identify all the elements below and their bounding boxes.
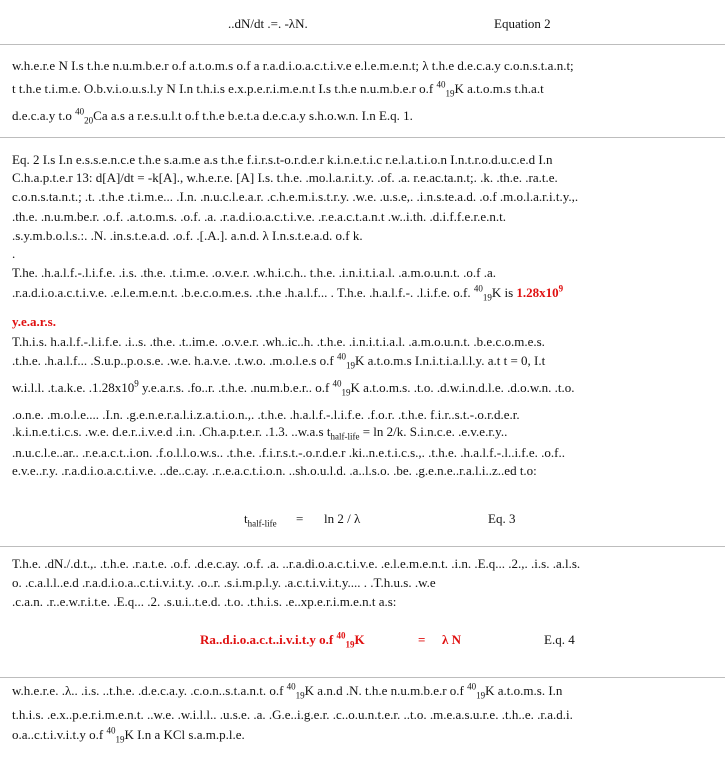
para2-line3: c.o.n.s.ta.n.t.; .t. .t.h.e .t.i.m.e... .I.n. .n.u.c.l.e.a.r. .c.h.e.m.i.s.t.r.y. .w.e. .u.s.e,. .i.n.s.te.a.d. .o.f .m.o.l.a.r.i.t.y.,. [12,189,579,204]
para3-line3: y.e.a.r.s. [12,314,56,329]
para5-line3: .c.a.n. .r..e.w.r.i.t.e. .E.q... .2. .s.u.i..t.e.d. .t.o. .t.h.i.s. .e..xp.e.r.i.m.e.n.t a.s: [12,594,397,609]
para1-line2: t t.h.e t.i.m.e. O.b.v.i.o.u.s.l.y N I.n t.h.i.s e.x.p.e.r.i.m.e.n.t I.s t.h.e n.u.m.b.e.r o.f $^{40}_{19}$K a.t.o.m.s t.h.a.t [12,79,544,99]
divider [0,546,725,547]
para3-line2: .r.a.d.i.o.a.c.t.i.v.e. .e.l.e.m.e.n.t. .b.e.c.o.m.e.s. .t.h.e .h.a.l.f... . T.h.e. .h.a.l.f.-. .l.i.f.e. o.f. $^{40}_{19}$K is $1.28x10^9$ [12,283,564,303]
equation-3-lhs: $t_{half-life}$ [244,511,277,529]
para6-line2: t.h.i.s. .e.x..p.e.r.i.m.e.n.t. ..w.e. .w.i.l.l.. .u.s.e. .a. .G.e..i.g.e.r. .c..o.u.n.t.e.r. ..t.o. .m.e.a.s.u.r.e. .t.h..e. .r.a.d.i. [12,707,573,722]
divider [0,677,725,678]
para2-line4: .th.e. .n.u.m.be.r. .o.f. .a.t.o.m.s. .o.f. .a. .r.a.d.i.o.a.c.t.i.v.e. .r.e.a.c.t.a.n.t .w..i.th. .d.i.f.f.e.r.e.n.t. [12,209,507,224]
divider [0,44,725,45]
equation-3-rhs: ln 2 / λ [324,511,361,526]
para4-line5: .k.i.n.e.t.i.c.s. .w.e. d.e.r..i.v.e.d .i.n. .Ch.a.p.t.e.r. .1.3. ..w.a.s $t_{half-life} = \ln 2/k$. S.i.n.c.e. .e.v.e.r.y.. [12,424,508,442]
equation-4-equals: = [418,632,426,647]
para4-line1: T.h.i.s. h.a.l.f.-.l.i.f.e. .i..s. .th.e. .t..im.e. .o.v.e.r. .wh..ic..h. .t.h.e. .i.n.i.t.i.a.l. .a.m.o.u.n.t. .b.e.c.o.m.e.s. [12,334,545,349]
para4-line6: .n.u.c.l.e..ar.. .r.e.a.c.t..i.on. .f.o.l.l.o.w.s.. .t.h.e. .f.i.r.s.t.-.o.r.d.e.r .ki..n.e.t.i.c.s.,. .t.h.e. .h.a.l.f.-.l..i.f.e. .o.f.. [12,445,565,460]
equation-2-label: Equation 2 [494,16,551,31]
para5-line2: o. .c.a.l.l..e.d .r.a.d.i.o.a..c.t.i.v.i.t.y. .o..r. .s.i.m.p.l.y. .a.c.t.i.v.i.t.y.... . .T.h.u.s. .w.e [12,575,436,590]
para4-line3: w.i.l.l. .t.a.k.e. $.1.28x10^9$ y.e.a.r.s. .fo..r. .t.h.e. .nu.m.b.e.r.. o.f $^{40}_{19}$K a.t.o.m.s. .t.o. .d.w.i.n.d.l.e. .d.o.w.n. .t.o. [12,378,575,398]
equation-4-lhs: Ra..d.i.o.a.c.t..i.v.i.t.y o.f $^{40}_{19}$K [200,630,365,650]
equation-3-equals: = [296,511,304,526]
equation-4-label: E.q. 4 [544,632,575,647]
para3-dot: . [12,246,16,261]
equation-2-formula: ..dN/dt .=. -λN. [228,16,308,31]
para4-line7: e.v.e..r.y. .r.a.d.i.o.a.c.t.i.v.e. ..de..c.ay. .r..e.a.c.t.i.o.n. ..sh.o.u.l.d. .a..l.s.o. .be. .g.e.n.e..r.a.l.i..z..ed t.o: [12,463,537,478]
para6-line1: w.h.e.r.e. .λ.. .i.s. ..t.h.e. .d.e.c.a.y. .c.o.n..s.t.a.n.t. o.f $^{40}_{19}$K a.n.d .N. t.h.e n.u.m.b.e.r o.f $^{40}_{19}$K a.t.o.m.s. I.n [12,681,563,701]
half-life-value: 1.28x10 [516,285,559,300]
para6-line3: o.a..c.t.i.v.i.t.y o.f $^{40}_{19}$K I.n a KCl s.a.m.p.l.e. [12,725,245,745]
para1-line1: w.h.e.r.e N I.s t.h.e n.u.m.b.e.r o.f a.t.o.m.s o.f a r.a.d.i.o.a.c.t.i.v.e e.l.e.m.e.n.t; λ t.h.e d.e.c.a.y c.o.n.s.t.a.n.t; [12,58,574,73]
equation-3-label: Eq. 3 [488,511,516,526]
para2-line1: Eq. 2 I.s I.n e.s.s.e.n.c.e t.h.e s.a.m.e a.s t.h.e f.i.r.s.t-o.r.d.e.r k.i.n.e.t.i.c r.e.l.a.t.i.o.n I.n.t.r.o.d.u.c.e.d I.n [12,152,553,167]
para4-line4: .o.n.e. .m.o.l.e.... .I.n. .g.e.n.e.r.a.l.i.z.a.t.i.o.n.,. .t.h.e. .h.a.l.f.-.l.i.f.e. .f.o.r. .t.h.e. f.i.r..s.t.-.o.r.d.e.r. [12,407,520,422]
para5-line1: T.h.e. .dN./.d.t.,. .t.h.e. .r.a.t.e. .o.f. .d.e.c.ay. .o.f. .a. ..r.a.di.o.a.c.t.i.v.e. .e.l.e.m.e.n.t. .i.n. .E.q... .2.,. .i.s. .a.l.s. [12,556,581,571]
para4-line2: .t.h.e. .h.a.l.f... .S.u.p..p.o.s.e. .w.e. h.a.v.e. .t.w.o. .m.o.l.e.s o.f $^{40}_{19}$K a.t.o.m.s I.n.i.t.i.a.l.l.y. a.t t = 0, I.t [12,351,546,371]
para2-line5: .s.y.m.b.o.l.s.:. .N. .in.s.t.e.a.d. .o.f. .[.A.]. a.n.d. λ I.n.s.t.e.a.d. o.f k. [12,228,363,243]
equation-4-rhs: λ N [442,632,462,647]
para1-line3: d.e.c.a.y t.o $^{40}_{20}$Ca a.s a r.e.s.u.l.t o.f t.h.e b.e.t.a d.e.c.a.y s.h.o.w.n. I.n E.q. 1. [12,106,413,126]
divider [0,137,725,138]
para2-line2: C.h.a.p.t.e.r 13: d[A]/dt = -k[A]., w.h.e.r.e. [A] I.s. t.h.e. .mo.l.a.r.i.t.y. .of. .a. r.e.ac.ta.n.t;. .k. .th.e. .ra.t.e. [12,170,558,185]
para3-line1: T.he. .h.a.l.f.-.l.i.f.e. .i.s. .th.e. .t.i.m.e. .o.v.e.r. .w.h.i.c.h.. t.h.e. .i.n.i.t.i.a.l. .a.m.o.u.n.t. .o.f .a. [12,265,497,280]
